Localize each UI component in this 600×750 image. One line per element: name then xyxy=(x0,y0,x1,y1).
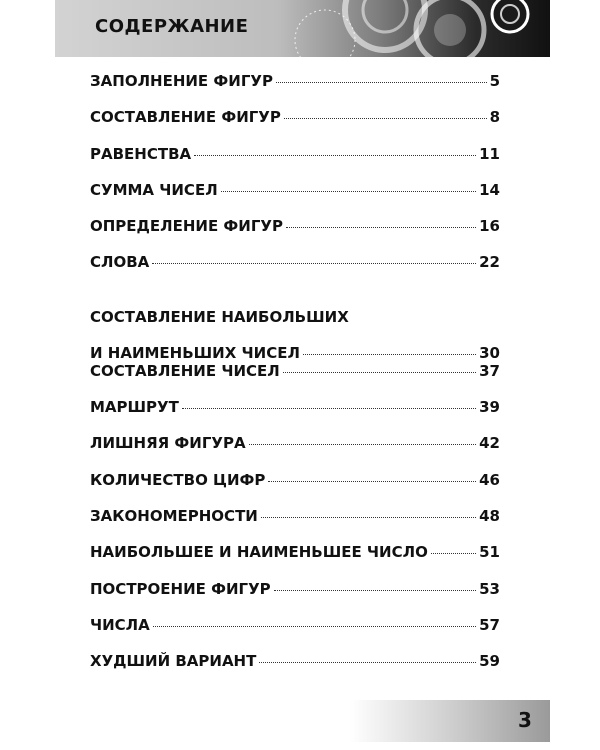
toc-entry-page: 16 xyxy=(479,217,500,236)
dot-leader xyxy=(194,155,476,156)
toc-entry-title: И НАИМЕНЬШИХ ЧИСЕЛ xyxy=(90,343,300,362)
dot-leader xyxy=(182,408,476,409)
header-banner xyxy=(55,0,550,57)
toc-entry-page: 30 xyxy=(479,343,500,362)
toc-entry-page: 51 xyxy=(479,543,500,562)
toc-entry-page: 22 xyxy=(479,253,500,272)
toc-entry[interactable] xyxy=(90,543,500,579)
toc-entry[interactable] xyxy=(90,253,500,289)
toc-entry[interactable] xyxy=(90,181,500,217)
toc-entry[interactable] xyxy=(90,616,500,652)
toc-entry-title: СОСТАВЛЕНИЕ ФИГУР xyxy=(90,108,281,127)
toc-entry-title: ЗАПОЛНЕНИЕ ФИГУР xyxy=(90,72,273,90)
page-title: СОДЕРЖАНИЕ xyxy=(95,16,249,37)
dot-leader xyxy=(284,118,487,119)
toc-entry-title: ЧИСЛА xyxy=(90,615,150,634)
toc-entry[interactable] xyxy=(90,398,500,434)
toc-entry[interactable] xyxy=(90,580,500,616)
toc-entry-page: 8 xyxy=(489,108,500,127)
toc-entry-page: 46 xyxy=(479,470,500,489)
dot-leader xyxy=(152,263,476,264)
toc-entry[interactable] xyxy=(90,652,500,688)
toc-entry-page: 11 xyxy=(479,144,500,163)
toc-entry[interactable] xyxy=(90,72,500,108)
dot-leader xyxy=(249,444,477,445)
page-number: 3 xyxy=(518,708,532,732)
toc-entry-title: ХУДШИЙ ВАРИАНТ xyxy=(90,652,257,671)
toc-entry-title: СОСТАВЛЕНИЕ ЧИСЕЛ xyxy=(90,361,280,380)
toc-entry-title: МАРШРУТ xyxy=(90,398,179,417)
toc-entry[interactable] xyxy=(90,362,500,398)
toc-entry-title: СЛОВА xyxy=(90,253,150,272)
toc-entry-page: 42 xyxy=(479,434,500,453)
toc-entry[interactable] xyxy=(90,108,500,144)
footer-page-tab xyxy=(350,700,550,742)
dot-leader xyxy=(221,191,476,192)
toc-entry-page: 48 xyxy=(479,506,500,525)
toc-entry-title: ЗАКОНОМЕРНОСТИ xyxy=(90,506,258,525)
toc-entry-page: 14 xyxy=(479,180,500,199)
toc-entry-page: 57 xyxy=(479,615,500,634)
toc-entry-title: РАВЕНСТВА xyxy=(90,144,192,163)
toc-entry[interactable] xyxy=(90,145,500,181)
dot-leader xyxy=(259,662,476,663)
dot-leader xyxy=(261,517,476,518)
toc-entry-title: СУММА ЧИСЕЛ xyxy=(90,180,218,199)
toc-entry-title-line1: СОСТАВЛЕНИЕ НАИБОЛЬШИХ xyxy=(90,307,349,326)
toc-entry[interactable] xyxy=(90,434,500,470)
dot-leader xyxy=(274,590,476,591)
toc-entry-title: ПОСТРОЕНИЕ ФИГУР xyxy=(90,579,271,598)
toc-entry-title: ЛИШНЯЯ ФИГУРА xyxy=(90,434,246,453)
toc-entry-title: ОПРЕДЕЛЕНИЕ ФИГУР xyxy=(90,217,283,236)
toc-entry-title: НАИБОЛЬШЕЕ И НАИМЕНЬШЕЕ ЧИСЛО xyxy=(90,543,428,562)
toc-entry-page: 59 xyxy=(479,652,500,671)
dot-leader xyxy=(276,82,487,83)
toc-entry[interactable] xyxy=(90,217,500,253)
toc-entry[interactable] xyxy=(90,290,500,362)
toc-entry[interactable] xyxy=(90,471,500,507)
toc-entry-title: КОЛИЧЕСТВО ЦИФР xyxy=(90,470,266,489)
dot-leader xyxy=(268,481,476,482)
table-of-contents xyxy=(90,72,500,688)
toc-entry-page: 53 xyxy=(479,579,500,598)
dot-leader xyxy=(303,354,476,355)
toc-entry-page: 5 xyxy=(489,72,500,90)
toc-entry-page: 39 xyxy=(479,398,500,417)
dot-leader xyxy=(286,227,476,228)
toc-entry-page: 37 xyxy=(479,361,500,380)
toc-entry[interactable] xyxy=(90,507,500,543)
dot-leader xyxy=(153,626,476,627)
dot-leader xyxy=(431,553,476,554)
dot-leader xyxy=(283,372,476,373)
